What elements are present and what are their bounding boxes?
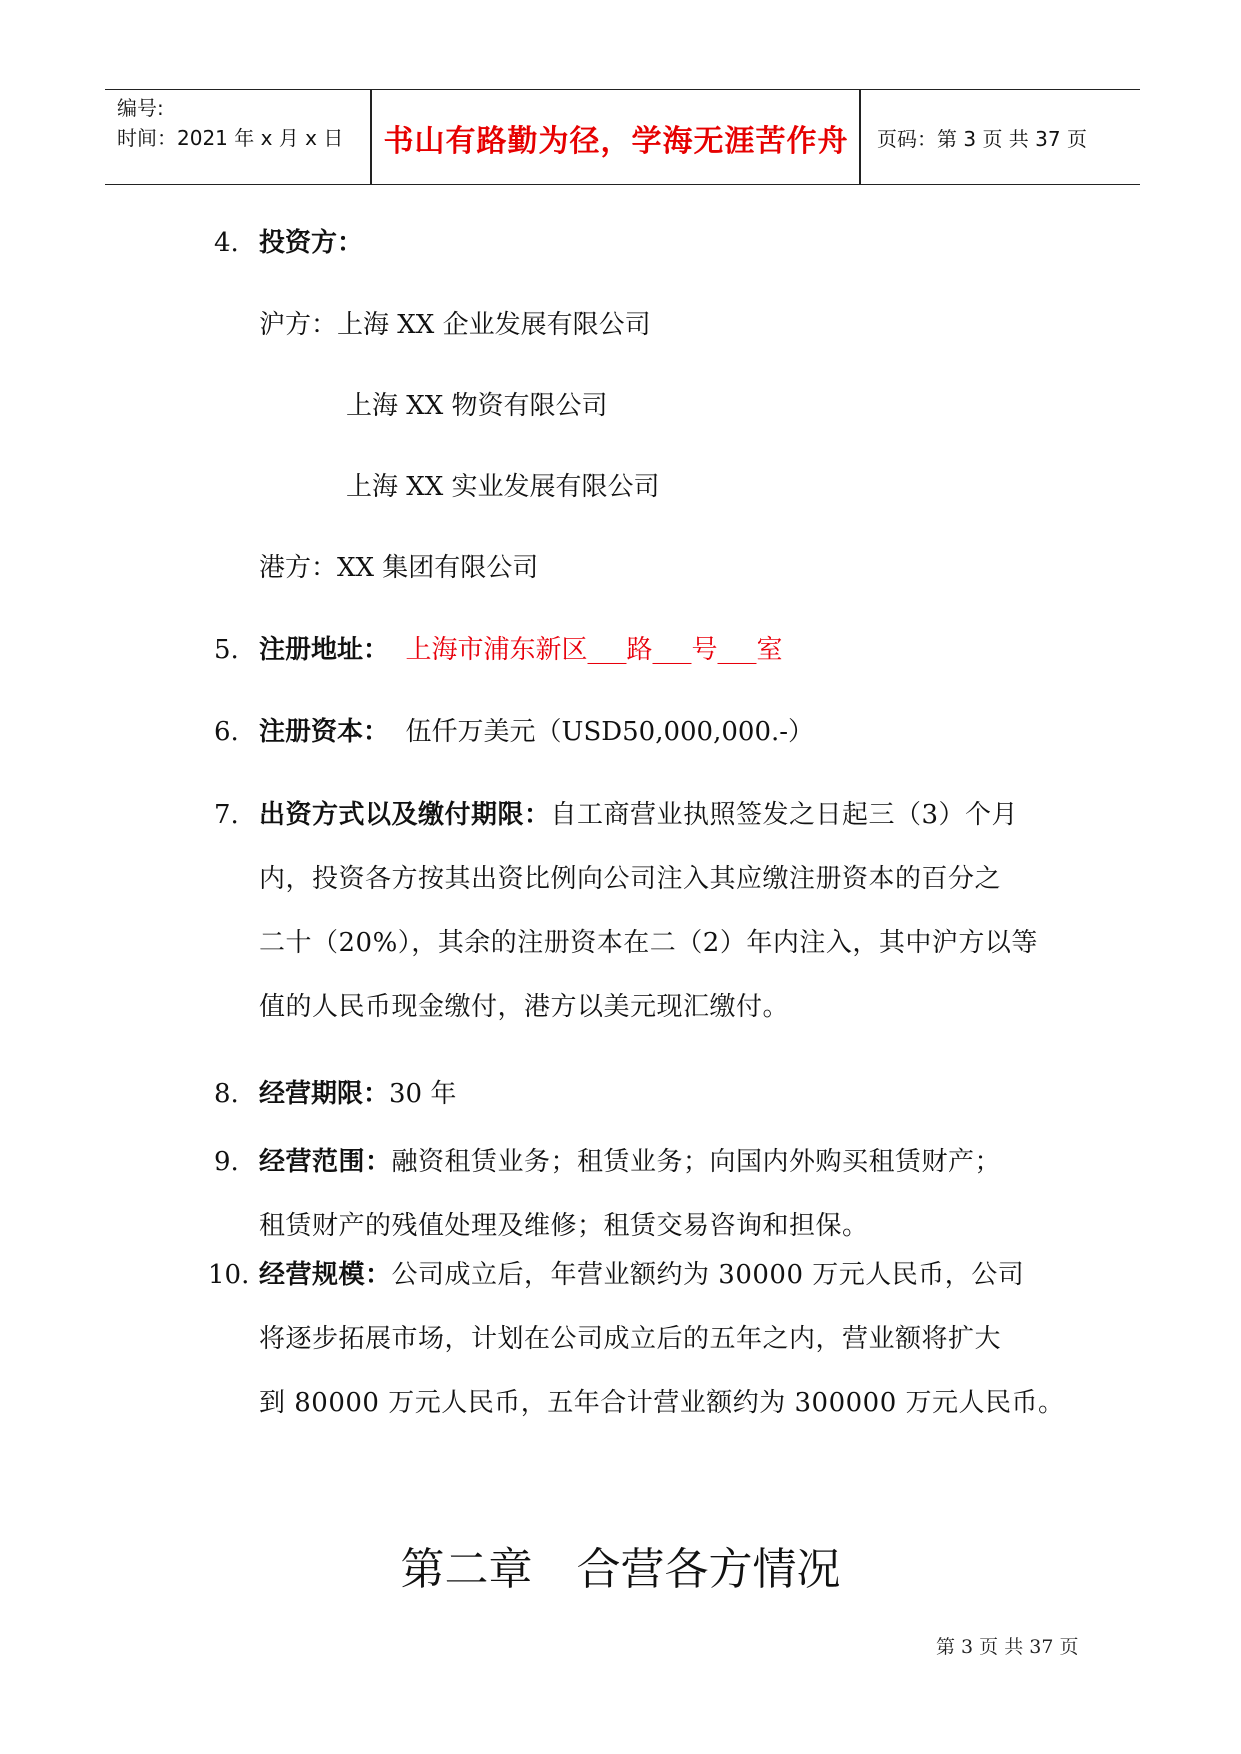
item-number: 4. [214, 228, 239, 258]
shanghai-company: 上海 XX 实业发展有限公司 [346, 472, 660, 502]
item-label: 投资方： [259, 228, 364, 258]
header-divider [859, 90, 861, 184]
operating-period-value: 30 年 [389, 1079, 457, 1109]
paragraph-line: 内，投资各方按其出资比例向公司注入其应缴注册资本的百分之 [259, 864, 1002, 894]
item-label: 注册地址： [259, 635, 390, 665]
serial-number-label: 编号: [117, 96, 164, 120]
registered-address-value: 上海市浦东新区___路___号___室 [405, 635, 783, 665]
hongkong-party-label: 港方： [259, 553, 338, 583]
item-label: 经营规模： [259, 1260, 392, 1290]
item-label: 出资方式以及缴付期限： [259, 800, 551, 830]
header-divider [370, 90, 372, 184]
item-registered-capital [259, 700, 814, 764]
item-business-scale [259, 1243, 1094, 1435]
item-investors [259, 211, 363, 275]
paragraph-line: 到 80000 万元人民币，五年合计营业额约为 300000 万元人民币。 [259, 1388, 1065, 1418]
paragraph-line: 租赁财产的残值处理及维修；租赁交易咨询和担保。 [259, 1211, 869, 1241]
header-meta [117, 93, 367, 153]
item-operating-period [259, 1062, 456, 1126]
paragraph-line: 将逐步拓展市场，计划在公司成立后的五年之内，营业额将扩大 [259, 1324, 1002, 1354]
item-number: 7. [214, 800, 239, 830]
investor-hongkong-line [259, 536, 538, 600]
shanghai-company: 上海 XX 物资有限公司 [346, 391, 608, 421]
header-page-info: 页码：第 3 页 共 37 页 [877, 127, 1087, 151]
chapter-title: 第二章 合营各方情况 [400, 1544, 841, 1595]
item-registered-address [259, 618, 783, 682]
header-motto: 书山有路勤为径，学海无涯苦作舟 [383, 124, 849, 159]
item-number: 8. [214, 1079, 239, 1109]
page-header [105, 89, 1140, 185]
item-business-scope [259, 1130, 1094, 1258]
item-label: 经营期限： [259, 1079, 390, 1109]
item-number: 5. [214, 635, 239, 665]
item-number: 6. [214, 717, 239, 747]
shanghai-company: 上海 XX 企业发展有限公司 [337, 310, 651, 340]
item-payment-terms [259, 783, 1094, 1039]
item-label: 经营范围： [259, 1147, 392, 1177]
hongkong-company: XX 集团有限公司 [337, 553, 539, 583]
item-label: 注册资本： [259, 717, 390, 747]
shanghai-party-label: 沪方： [259, 310, 338, 340]
paragraph-line: 融资租赁业务；租赁业务；向国内外购买租赁财产； [391, 1147, 1002, 1177]
paragraph-line: 自工商营业执照签发之日起三（3）个月 [550, 800, 1019, 830]
paragraph-line: 公司成立后，年营业额约为 30000 万元人民币，公司 [391, 1260, 1025, 1290]
item-number: 9. [214, 1147, 239, 1177]
paragraph-line: 二十（20%），其余的注册资本在二（2）年内注入，其中沪方以等 [259, 928, 1038, 958]
paragraph-line: 值的人民币现金缴付，港方以美元现汇缴付。 [259, 992, 790, 1022]
time-label: 时间：2021 年 x 月 x 日 [117, 126, 344, 150]
registered-capital-value: 伍仟万美元（USD50,000,000.-） [405, 717, 815, 747]
item-number: 10. [208, 1260, 250, 1290]
page-footer: 第 3 页 共 37 页 [936, 1636, 1079, 1658]
investor-shanghai-line [259, 293, 651, 357]
